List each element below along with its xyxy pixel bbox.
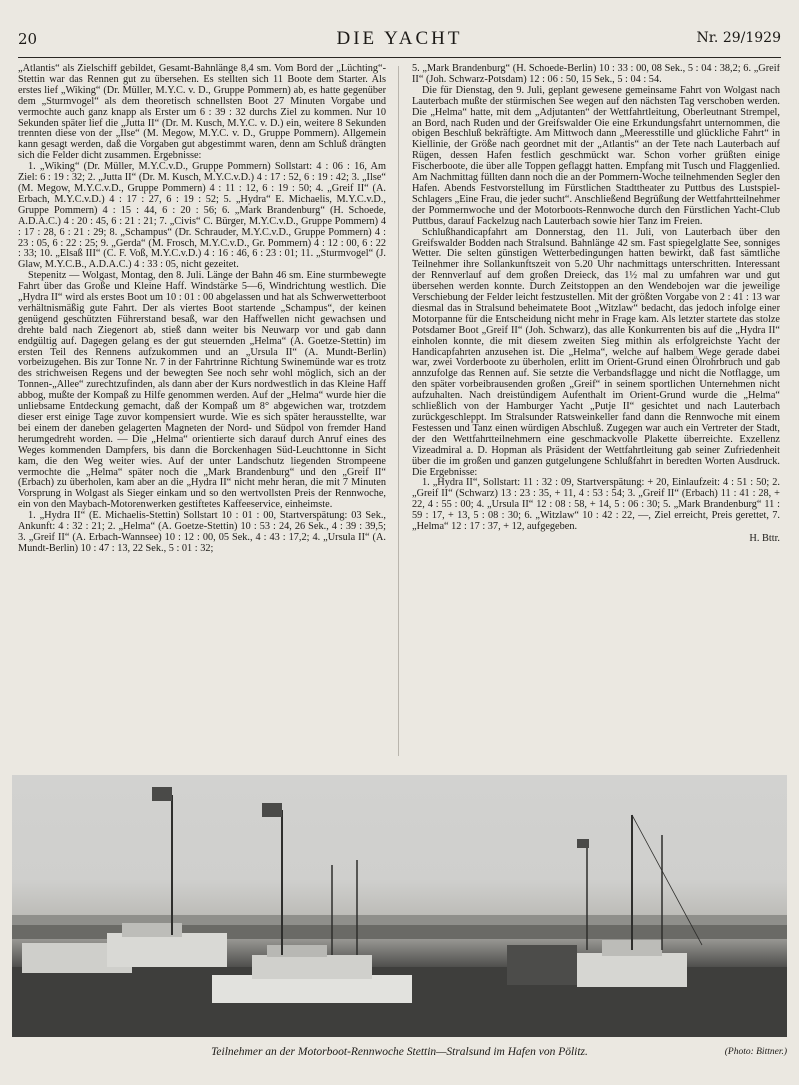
page-number: 20: [18, 30, 38, 48]
author-signature: H. Bttr.: [749, 532, 780, 544]
paragraph: „Atlantis“ als Zielschiff gebildet, Gesamt-Bahnlänge 8,4 sm. Vom Bord der „Lüchting“-Stettin war das Rennen gut zu übersehen. Es stellten sich 11 Boote dem Starter. Als erstes lief „Wiking“ (Dr. Müller, M.Y.C. v. D., Gruppe Pommern) ab, es hatte gegenüber dem „Sturmvogel“ als dem theoretisch schnellsten Boot 27 Minuten Vorgabe und vermochte auch ganz knapp als Erster um 6 : 39 : 32 durchs Ziel zu kommen. Nur 10 Sekunden später lief die „Jutta II“ (Dr. M. Kusch, M.Y.C. v. D.) ein, weitere 8 Sekunden trennten diese von der „Ilse“ (M. Megow, M.Y.C. v. D., Gruppe Pommern). Allgemein kann gesagt werden, daß die Vorgaben gut abgestimmt waren, denn am Schluß drängten sich die Felder dicht zusammen. Ergebnisse:: [18, 64, 386, 162]
harbor-photo: [12, 775, 787, 1037]
left-column: [18, 64, 386, 760]
paragraph: Stepenitz — Wolgast, Montag, den 8. Juli. Länge der Bahn 46 sm. Eine sturmbewegte Fahrt über das Große und Kleine Haff. Windstärke 5—6, Windrichtung westlich. Die „Hydra II“ wird als erstes Boot um 10 : 01 : 00 abgelassen und hat als Schwerwetterboot verhältnismäßig gute Fahrt. Der als viertes Boot startende „Schampus“, der keinen genügend geschützten Führerstand besaß, war den Haffwellen nicht gewachsen und drehte bald nach Ziegenort ab, stieß dann weiter bis Neuwarp vor und gab dann endgültig auf. Dagegen gelang es der gut steuernden „Helma“ (A. Goetze-Stettin) im ersten Teil des Rennens aufzukommen und an „Ursula II“ (A. Mundt-Berlin) vorbeizugehen. Bis zur Tonne Nr. 7 in der Fahrtrinne Richtung Swinemünde war es trotz des strichweisen Regens und der bewegten See noch sehr wohl möglich, sich an der Tonnen-„Allee“ zurechtzufinden, als dann aber der Kurs nordwestlich in das Kleine Haff abbog, mußte der Kompaß zu Hilfe genommen werden. Auf der „Helma“ wurde hier die unliebsame Entdeckung gemacht, daß der Kompaß um 8° abgewichen war, trotzdem dieser erst einige Tage zuvor kompensiert wurde. Wie es sich später herausstellte, war bei einem der daneben gelagerten Magneten der Nord- und Südpol von fremder Hand herumgedreht worden. — Die „Helma“ orientierte sich darauf durch Anruf eines des Weges kommenden Dampfers, bis dann die Borckenhagen Süd-Leuchttonne in Sicht kam, die den Weg weiter wies. Auf der unter Landschutz liegenden Strompeene vermochte die „Helma“ später noch die „Mark Brandenburg“ und den „Greif II“ (Erbach) zu überholen, kam aber an die „Hydra II“ nicht mehr heran, die mit 7 Minuten Vorsprung in Wolgast als Sieger einkam und so den wertvollsten Preis der Rennwoche, ein von den Maybach-Motorenwerken gestiftetes Kaffeeservice, einheimste.: [18, 270, 386, 511]
results-paragraph: 1. „Wiking“ (Dr. Müller, M.Y.C.v.D., Gruppe Pommern) Sollstart: 4 : 06 : 16, Am Ziel: 6 : 19 : 32; 2. „Jutta II“ (Dr. M. Kusch, M.Y.C.v.D.) 4 : 17 : 52, 6 : 19 : 42; 3. „Ilse“ (M. Megow, M.Y.C.v.D., Gruppe Pommern) 4 : 11 : 12, 6 : 19 : 50; 4. „Greif II“ (A. Erbach, M.Y.C.v.D.) 4 : 17 : 27, 6 : 19 : 52; 5. „Hydra“ E. Michaelis, M.Y.C.v.D., Gruppe Pommern) 4 : 15 : 44, 6 : 20 : 56; 6. „Mark Brandenburg“ (H. Schoede, A.D.A.C.) 4 : 20 : 45, 6 : 21 : 21; 7. „Civis“ C. Bürger, M.Y.C.v.D., Gruppe Pommern) 4 : 17 : 28, 6 : 21 : 29; 8. „Schampus“ (Dr. Schrauder, M.Y.C.v.D., Gruppe Pommern) 4 : 23 : 05, 6 : 22 : 25; 9. „Gerda“ (M. Frosch, M.Y.C.v.D., Gr. Pommern) 4 : 12 : 00, 6 : 22 : 33; 10. „Elsaß III“ (C. F. Voß, M.Y.C.v.D.) 4 : 16 : 46, 6 : 23 : 01; 11. „Sturmvogel“ (J. Glaw, M.Y.C.B., A.D.A.C.) 4 : 33 : 05, nicht gezeitet.: [18, 161, 386, 271]
issue-number: Nr. 29/1929: [696, 30, 781, 46]
masthead-title: DIE YACHT: [336, 28, 463, 49]
photo-credit: (Photo: Bittner.): [724, 1047, 787, 1057]
article-body: [18, 64, 780, 760]
paragraph: Die für Dienstag, den 9. Juli, geplant gewesene gemeinsame Fahrt von Wolgast nach Lauterbach mußte der stürmischen See wegen auf den nächsten Tag verschoben werden. Die „Helma“ hatte, mit dem „Adjutanten“ der Wettfahrtleitung, Oberleutnant Strempel, an Bord, nach Ruden und der Greifswalder Oie eine Erkundungsfahrt unternommen, die obigen Beschluß bekräftigte. Am Mittwoch dann „Meeresstille und glückliche Fahrt“ in Kiellinie, der Größe nach geordnet mit der „Atlantis“ an der Tete nach Lauterbach auf Rügen, dessen Hafen festlich geschmückt war. Schon vorher grüßten einige Fischerboote, die über alle Toppen geflaggt hatten. Empfang mit Tusch und Flaggenlied. Am Nachmittag füllten dann noch die an der Pommern-Woche teilnehmenden Segler den Hafen. Abends Festvorstellung im Fürstlichen Stadttheater zu Puttbus des Lustspiel-Schlagers „Eine Frau, die jeder sucht“. Anschließend Begrüßung der Wettfahrtteilnehmer der Pommernwoche und der Motorboots-Rennwoche durch den Fürstlichen Yacht-Club Puttbus, darauf Fackelzug nach Lauterbach sowie hier Tanz im Freien.: [412, 84, 780, 227]
harbor-photo-illustration: [12, 775, 787, 1037]
boat-group-right: [507, 815, 702, 987]
page-header: [18, 30, 781, 54]
results-paragraph: 1. „Hydra II“, Sollstart: 11 : 32 : 09, Startverspätung: + 20, Einlaufzeit: 4 : 51 : 50; 2. „Greif II“ (Schwarz) 13 : 23 : 35, + 11, 4 : 53 : 54; 3. „Greif II“ (Erbach) 11 : 41 : 28, + 22, 4 : 55 : 00; 4. „Ursula II“ 12 : 08 : 58, + 14, 5 : 06 : 30; 5. „Mark Brandenburg“ 11 : 59 : 17, + 13, 5 : 08 : 30; 6. „Witzlaw“ 10 : 42 : 22, —, Ziel erreicht, Preis gerettet, 7. „Helma“ 12 : 17 : 37, + 12, aufgegeben.: [412, 477, 780, 533]
paragraph: Schlußhandicapfahrt am Donnerstag, den 11. Juli, von Lauterbach über den Greifswalder Bodden nach Stralsund. Bahnlänge 42 sm. Fast spiegelglatte See, sonniges Wetter. Die selten günstigen Wetterbedingungen hatten bewirkt, daß fast sämtliche Teilnehmer ihre Sollankunftszeit von 5.20 Uhr nachmittags unterschritten. Interessant der Rennverlauf auf dem großen Dreieck, das 1½ mal zu umfahren war und gut übersehen werden konnte. Durch Zeitstoppen an den Wendebojen war die jeweilige Verschiebung der Felder leicht festzustellen. Mit der größten Vorgabe von 2 : 41 : 13 war diesmal das in Stralsund beheimatete Boot „Witzlaw“ bedacht, das jedoch infolge einer Motorpanne für die Entscheidung nicht mehr in Frage kam. Als letzter startete das stolze Potsdamer Boot „Greif II“ (Joh. Schwarz), das alle Konkurrenten bis auf die „Hydra II“ einholen konnte, die mit diesem zweiten Sieg mithin als erfolgreichste Yacht der Handicapfahrten anzusehen ist. Die „Helma“, welche auf halbem Wege gerade dabei war, zwei Vorderboote zu überholen, erlitt im Orient-Grund einen Ölrohrbruch und gab annzufolge das Rennen auf. Sie setzte die Verbandsflagge und nicht die Notflagge, um den später vorbeibrausenden großen „Greif“ in seinem sportlichen Unternehmen nicht aufzuhalten. Nach dreistündigem Aufenthalt im Orient-Grund wurde die „Helma“ schließlich von der Hamburger Yacht „Putje II“ gesichtet und nach Lauterbach zurückgeschleppt. Im Stralsunder Ratsweinkeller fand dann die Rennwoche mit einem Festessen und Tanz einen würdigen Abschluß. Zugegen war auch ein Vertreter der Stadt, der den Wettfahrtteilnehmern eine geschmackvolle Plakette überreichte. Exzellenz Vizeadmiral a. D. Hopman als Präsident der Wettfahrtleitung gab seiner Zufriedenheit über die im großen und ganzen gutgelungene Schlußfahrt in beredten Worten Ausdruck. Die Ergebnisse:: [412, 226, 780, 478]
results-paragraph: 5. „Mark Brandenburg“ (H. Schoede-Berlin) 10 : 33 : 00, 08 Sek., 5 : 04 : 38,2; 6. „Greif II“ (Joh. Schwarz-Potsdam) 12 : 06 : 50, 15 Sek., 5 : 04 : 54.: [412, 64, 780, 85]
results-paragraph: 1. „Hydra II“ (E. Michaelis-Stettin) Sollstart 10 : 01 : 00, Startverspätung: 03 Sek., Ankunft: 4 : 32 : 21; 2. „Helma“ (A. Goetze-Stettin) 10 : 53 : 24, 26 Sek., 4 : 39 : 39,5; 3. „Greif II“ (A. Erbach-Wannsee) 10 : 12 : 00, 05 Sek., 4 : 43 : 17,2; 4. „Ursula II“ (A. Mundt-Berlin) 10 : 47 : 13, 22 Sek., 5 : 01 : 32;: [18, 510, 386, 554]
photo-caption: Teilnehmer an der Motorboot-Rennwoche Stettin—Stralsund im Hafen von Pölitz.: [211, 1046, 588, 1058]
photo-caption-row: [12, 1046, 787, 1064]
header-rule: [18, 57, 781, 58]
boat-group-left: [22, 787, 227, 973]
right-column: [412, 64, 780, 760]
